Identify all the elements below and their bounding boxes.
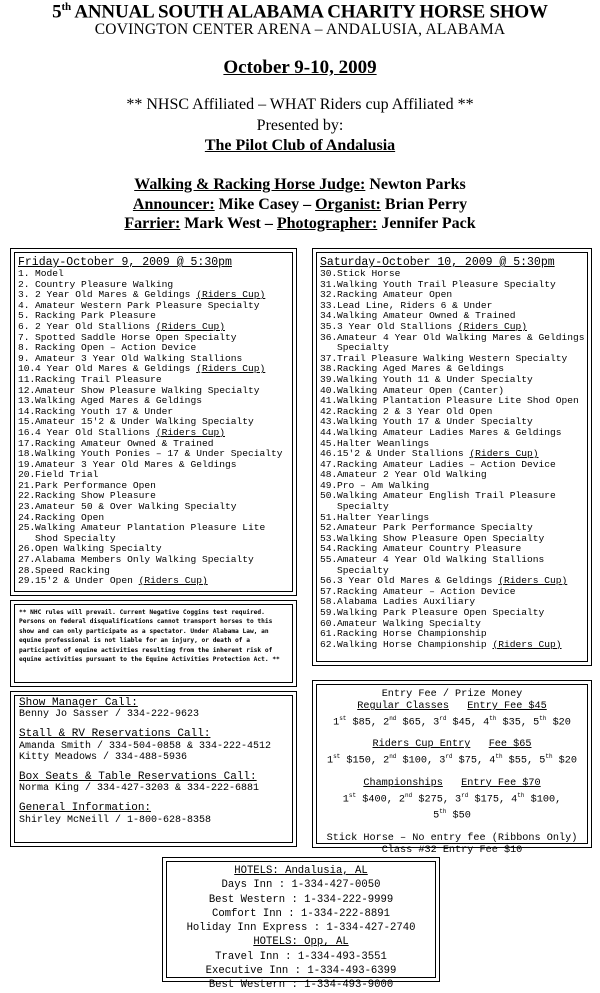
class-name: Racking Amateur – Action Device	[337, 585, 516, 597]
class-number: 18.	[18, 448, 36, 460]
hotels-list	[163, 864, 439, 993]
class-number: 4.	[18, 299, 30, 311]
class-name: Walking Amateur Owned & Trained	[337, 310, 516, 322]
class-name: Walking Youth 11 & Under Specialty	[337, 373, 533, 385]
riders-cup-tag: (Riders Cup)	[155, 426, 225, 438]
prize-amount: $100,	[396, 755, 440, 767]
riders-cup-tag: (Riders Cup)	[155, 320, 225, 332]
class-number: 52.	[320, 522, 338, 534]
class-number: 58.	[320, 596, 338, 608]
hotel-heading: HOTELS: Opp, AL	[253, 936, 349, 949]
class-item-continued: Specialty	[337, 501, 389, 513]
class-number: 30.	[320, 268, 338, 279]
prize-amount: $65,	[396, 717, 434, 729]
class-name: Racking Park Pleasure	[35, 310, 156, 322]
prize-place-suffix: nd	[389, 715, 397, 722]
hotel-line: Best Western : 1-334-222-9999	[208, 893, 394, 906]
class-name: Walking Youth 17 & Under Specialty	[337, 416, 533, 428]
class-name: Walking Youth Ponies – 17 & Under Specialty	[35, 448, 283, 460]
saturday-class-list	[320, 269, 587, 650]
class-name: Amateur 50 & Over Walking Specialty	[35, 501, 237, 513]
prize-place: 4	[483, 717, 490, 729]
class-number: 45.	[320, 437, 338, 449]
class-name: Walking Show Pleasure Open Specialty	[337, 532, 545, 544]
prize-place: 2	[383, 717, 390, 729]
class-number: 51.	[320, 511, 338, 523]
class-name: Amateur 3 Year Old Walking Stallions	[35, 352, 243, 364]
class-number: 46.	[320, 448, 338, 460]
class-number: 13.	[18, 395, 36, 407]
champ-label-line: Championships Entry Fee $70	[363, 777, 541, 789]
riders-cup-tag: (Riders Cup)	[196, 289, 266, 301]
class-number: 48.	[320, 469, 338, 481]
prize-amount: $20	[546, 717, 571, 729]
class-number: 54.	[320, 543, 338, 555]
class-number: 17.	[18, 437, 36, 449]
class-name: Walking Amateur Open (Canter)	[337, 384, 504, 396]
hotel-line: Holiday Inn Express : 1-334-427-2740	[186, 922, 416, 935]
prize-place: 2	[383, 755, 390, 767]
prize-place-suffix: rd	[445, 753, 453, 761]
hotel-line: Executive Inn : 1-334-493-6399	[205, 965, 397, 978]
presented-by: Presented by:	[256, 117, 344, 134]
riders-prizes	[313, 751, 591, 767]
class-name: Field Trial	[35, 469, 99, 481]
class-number: 29.	[18, 575, 36, 587]
prize-place-suffix: th	[545, 753, 553, 761]
class-name: Walking Aged Mares & Geldings	[35, 395, 202, 407]
class-number: 3.	[18, 289, 30, 301]
contact-line: Benny Jo Sasser / 334-222-9623	[19, 709, 200, 721]
prize-amount: $275,	[412, 794, 456, 806]
class-name: Open Walking Specialty	[35, 543, 162, 555]
class-name: Amateur Walking Specialty	[337, 617, 481, 629]
class-number: 39.	[320, 373, 338, 385]
prize-amount: $20	[552, 755, 578, 767]
riders-cup-tag: (Riders Cup)	[469, 448, 539, 460]
prize-place: 4	[511, 794, 518, 806]
class-name: Racking Aged Mares & Geldings	[337, 363, 504, 375]
class-name: Amateur 4 Year Old Walking Stallions	[337, 554, 545, 566]
class-name: 4 Year Old Stallions	[35, 426, 156, 438]
prize-place-suffix: rd	[461, 791, 469, 799]
saturday-schedule	[312, 248, 592, 666]
riders-label-line: Riders Cup Entry Fee $65	[372, 739, 532, 751]
judge-line: Walking & Racking Horse Judge: Newton Parks	[134, 176, 466, 193]
class-name: Amateur 15'2 & Under Walking Specialty	[35, 416, 254, 428]
class-number: 32.	[320, 289, 338, 301]
class-number: 33.	[320, 299, 338, 311]
contact-line: Norma King / 334-427-3203 & 334-222-6881	[19, 783, 260, 795]
rules-text: ** NHC rules will prevail. Current Negative Coggins test required. Persons on federal disqualifications cannot transport horses to this show and can only participate as a spectator. Under Alabama Law, an equine professional is not liable for an injury, or death of a participant of equine activities resulting from the inherent risk of equine activities pursuant to the Equine Activities Protection Act. **	[19, 609, 280, 664]
class-number: 57.	[320, 585, 338, 597]
prize-place: 1	[326, 755, 334, 767]
class-name: Country Pleasure Walking	[35, 278, 174, 290]
class-name: Racking Amateur Country Pleasure	[337, 543, 522, 555]
fees-heading: Entry Fee / Prize Money	[381, 689, 523, 700]
class-name: Walking Park Pleasure Open Specialty	[337, 607, 545, 618]
prize-amount: $75,	[452, 755, 490, 767]
prize-place-suffix: th	[489, 715, 497, 722]
class-name: Pro – Am Walking	[337, 479, 430, 491]
prize-place-suffix: rd	[439, 715, 447, 722]
saturday-heading: Saturday-October 10, 2009 @ 5:30pm	[320, 256, 555, 269]
class-name: Racking Amateur Ladies – Action Device	[337, 458, 556, 470]
prize-amount: $400,	[356, 794, 399, 806]
prize-place: 1	[333, 717, 340, 729]
class-name: Racking Horse Championship	[337, 628, 487, 640]
class-number: 61.	[320, 628, 338, 640]
prize-place-suffix: st	[339, 715, 347, 722]
riders-cup-tag: (Riders Cup)	[492, 638, 562, 650]
class-item-continued: Specialty	[337, 564, 389, 576]
class-name: Racking Open – Action Device	[35, 342, 197, 354]
class-number: 21.	[18, 479, 36, 491]
class-name: Racking Youth 17 & Under	[35, 405, 174, 417]
prize-place-suffix: th	[539, 715, 547, 722]
contact-group	[19, 698, 292, 720]
class-number: 40.	[320, 384, 338, 396]
class-number: 38.	[320, 363, 338, 375]
contact-group	[19, 772, 292, 794]
class-number: 42.	[320, 405, 338, 417]
farrier-line: Farrier: Mark West – Photographer: Jennifer Pack	[124, 215, 476, 232]
class-name: Stick Horse	[337, 268, 401, 279]
class-name: Amateur Park Performance Specialty	[337, 522, 533, 534]
rules-box	[10, 600, 297, 687]
contact-title: Box Seats & Table Reservations Call:	[19, 771, 257, 784]
class-number: 25.	[18, 522, 36, 534]
contact-line: Amanda Smith / 334-504-0858 & 334-222-4512	[19, 740, 272, 752]
stick-horse-class: Class #32 Entry Fee $10	[381, 844, 523, 856]
fees-content	[313, 689, 591, 857]
class-number: 24.	[18, 511, 36, 523]
class-name: Walking Amateur Plantation Pleasure Lite	[35, 522, 266, 534]
class-name: Trail Pleasure Walking Western Specialty	[337, 352, 568, 364]
contact-line: Kitty Meadows / 334-488-5936	[19, 751, 188, 763]
prize-place: 3	[433, 717, 440, 729]
hotel-heading: HOTELS: Andalusia, AL	[234, 865, 368, 877]
class-name: Alabama Members Only Walking Specialty	[35, 554, 254, 566]
prize-amount: $100,	[524, 794, 562, 806]
hotel-line: Comfort Inn : 1-334-222-8891	[211, 907, 390, 920]
class-name: Park Performance Open	[35, 479, 156, 491]
show-title: 5th ANNUAL SOUTH ALABAMA CHARITY HORSE SHOW	[52, 1, 548, 23]
class-number: 47.	[320, 458, 338, 470]
class-number: 62.	[320, 638, 338, 650]
class-name: Racking Amateur Owned & Trained	[35, 437, 214, 449]
class-number: 34.	[320, 310, 338, 322]
class-number: 55.	[320, 554, 338, 566]
prize-amount: $55,	[502, 755, 540, 767]
regular-label-line: Regular Classes Entry Fee $45	[357, 701, 547, 712]
class-name: 3 Year Old Mares & Geldings	[337, 575, 499, 587]
class-number: 60.	[320, 617, 338, 629]
venue: COVINGTON CENTER ARENA – ANDALUSIA, ALABAMA	[94, 21, 506, 38]
class-name: 3 Year Old Stallions	[337, 320, 458, 332]
class-number: 26.	[18, 543, 36, 555]
show-dates: October 9-10, 2009	[223, 57, 377, 78]
champ-prizes	[313, 790, 591, 823]
prize-amount: $35,	[496, 717, 534, 729]
class-number: 23.	[18, 501, 36, 513]
contact-group	[19, 803, 292, 825]
class-name: Halter Yearlings	[337, 511, 430, 523]
class-number: 43.	[320, 416, 338, 428]
hotel-line: Best Western : 1-334-493-9000	[208, 979, 394, 992]
hotel-line: Days Inn : 1-334-427-0050	[221, 879, 381, 892]
contact-title: General Information:	[19, 802, 152, 815]
prize-place-suffix: st	[333, 753, 341, 761]
prize-amount: $85,	[346, 717, 384, 729]
class-name: Walking Amateur Ladies Mares & Geldings	[337, 426, 562, 438]
class-name: Lead Line, Riders 6 & Under	[337, 299, 493, 311]
announcer-line: Announcer: Mike Casey – Organist: Brian Perry	[132, 196, 468, 213]
class-number: 2.	[18, 278, 30, 290]
riders-cup-tag: (Riders Cup)	[138, 575, 208, 587]
class-number: 14.	[18, 405, 36, 417]
class-name: 4 Year Old Mares & Geldings	[35, 363, 197, 375]
sponsor: The Pilot Club of Andalusia	[204, 137, 396, 154]
class-number: 16.	[18, 426, 36, 438]
class-name: Walking Amateur English Trail Pleasure	[337, 490, 556, 502]
class-name: Spotted Saddle Horse Open Specialty	[35, 331, 237, 343]
class-number: 37.	[320, 352, 338, 364]
class-name: Alabama Ladies Auxiliary	[337, 596, 476, 608]
class-name: 15'2 & Under Stallions	[337, 448, 470, 460]
class-number: 59.	[320, 607, 338, 618]
class-name: 15'2 & Under Open	[35, 575, 139, 587]
class-number: 44.	[320, 426, 338, 438]
class-name: Amateur 4 Year Old Walking Mares & Geldings	[337, 331, 585, 343]
affiliations: ** NHSC Affiliated – WHAT Riders cup Affiliated **	[126, 96, 474, 113]
prize-place: 3	[455, 794, 462, 806]
class-name: Speed Racking	[35, 564, 110, 576]
prize-place-suffix: st	[348, 791, 357, 799]
prize-place-suffix: th	[517, 791, 525, 799]
class-item	[18, 576, 292, 587]
class-number: 19.	[18, 458, 36, 470]
riders-cup-tag: (Riders Cup)	[457, 320, 527, 332]
prize-amount: $50	[446, 810, 471, 822]
class-number: 50.	[320, 490, 338, 502]
prize-place: 2	[398, 794, 406, 806]
class-number: 41.	[320, 395, 338, 407]
contact-title: Show Manager Call:	[19, 697, 138, 709]
prize-place: 3	[439, 755, 446, 767]
hotels-box	[162, 857, 440, 992]
class-number: 56.	[320, 575, 338, 587]
friday-class-list	[18, 269, 292, 587]
prize-place-suffix: th	[495, 753, 503, 761]
friday-heading: Friday-October 9, 2009 @ 5:30pm	[18, 256, 232, 269]
contact-title: Stall & RV Reservations Call:	[19, 728, 211, 741]
prize-place: 5	[539, 755, 546, 767]
class-number: 6.	[18, 320, 30, 332]
contact-line: Shirley McNeill / 1-800-628-8358	[19, 814, 212, 826]
friday-schedule	[10, 248, 297, 596]
prize-place: 1	[342, 794, 349, 806]
contacts-box	[10, 691, 297, 847]
contacts-list	[19, 698, 292, 835]
class-number: 28.	[18, 564, 36, 576]
class-number: 10.	[18, 363, 36, 375]
class-name: Racking 2 & 3 Year Old Open	[337, 405, 493, 417]
class-number: 53.	[320, 532, 338, 544]
class-number: 9.	[18, 352, 30, 364]
prize-amount: $45,	[446, 717, 484, 729]
prize-place: 5	[533, 717, 540, 729]
class-number: 15.	[18, 416, 36, 428]
regular-prizes	[313, 713, 591, 729]
class-item	[320, 640, 587, 651]
prize-place: 5	[433, 810, 440, 822]
class-number: 27.	[18, 554, 36, 566]
class-name: Racking Amateur Open	[337, 289, 453, 301]
prize-place: 4	[489, 755, 496, 767]
class-item-continued: Specialty	[337, 342, 389, 354]
riders-cup-tag: (Riders Cup)	[196, 363, 266, 375]
class-number: 1.	[18, 268, 30, 279]
riders-cup-tag: (Riders Cup)	[498, 575, 568, 587]
hotel-line: Travel Inn : 1-334-493-3551	[215, 950, 387, 963]
class-number: 31.	[320, 278, 338, 290]
class-name: 2 Year Old Mares & Geldings	[35, 289, 197, 301]
class-number: 5.	[18, 310, 30, 322]
class-item-continued: Shod Specialty	[35, 532, 116, 544]
class-name: Amateur Show Pleasure Walking Specialty	[35, 384, 260, 396]
fees-box	[312, 680, 592, 856]
class-number: 20.	[18, 469, 36, 481]
class-number: 8.	[18, 342, 30, 354]
class-name: Walking Horse Championship	[337, 638, 493, 650]
class-number: 22.	[18, 490, 36, 502]
prize-amount: $150,	[340, 755, 384, 767]
class-name: Amateur 2 Year Old Walking	[337, 469, 487, 481]
stick-horse-line: Stick Horse – No entry fee (Ribbons Only)	[326, 832, 578, 844]
class-name: Walking Plantation Pleasure Lite Shod Open	[337, 395, 579, 407]
prize-place-suffix: nd	[405, 791, 413, 799]
class-number: 11.	[18, 373, 36, 385]
class-name: 2 Year Old Stallions	[35, 320, 156, 332]
class-name: Racking Trail Pleasure	[35, 373, 162, 385]
class-number: 12.	[18, 384, 36, 396]
class-number: 49.	[320, 479, 338, 491]
class-name: Racking Show Pleasure	[35, 490, 156, 502]
prize-place-suffix: nd	[389, 753, 397, 761]
class-number: 36.	[320, 331, 338, 343]
class-name: Racking Open	[35, 511, 105, 523]
class-name: Amateur 3 Year Old Mares & Geldings	[35, 458, 237, 470]
class-number: 7.	[18, 331, 30, 343]
class-name: Model	[35, 268, 64, 279]
prize-place-suffix: th	[439, 808, 447, 816]
class-name: Amateur Western Park Pleasure Specialty	[35, 299, 260, 311]
class-name: Halter Weanlings	[337, 437, 430, 449]
prize-amount: $175,	[468, 794, 512, 806]
contact-group	[19, 729, 292, 763]
class-name: Walking Youth Trail Pleasure Specialty	[337, 278, 556, 290]
class-number: 35.	[320, 320, 338, 332]
